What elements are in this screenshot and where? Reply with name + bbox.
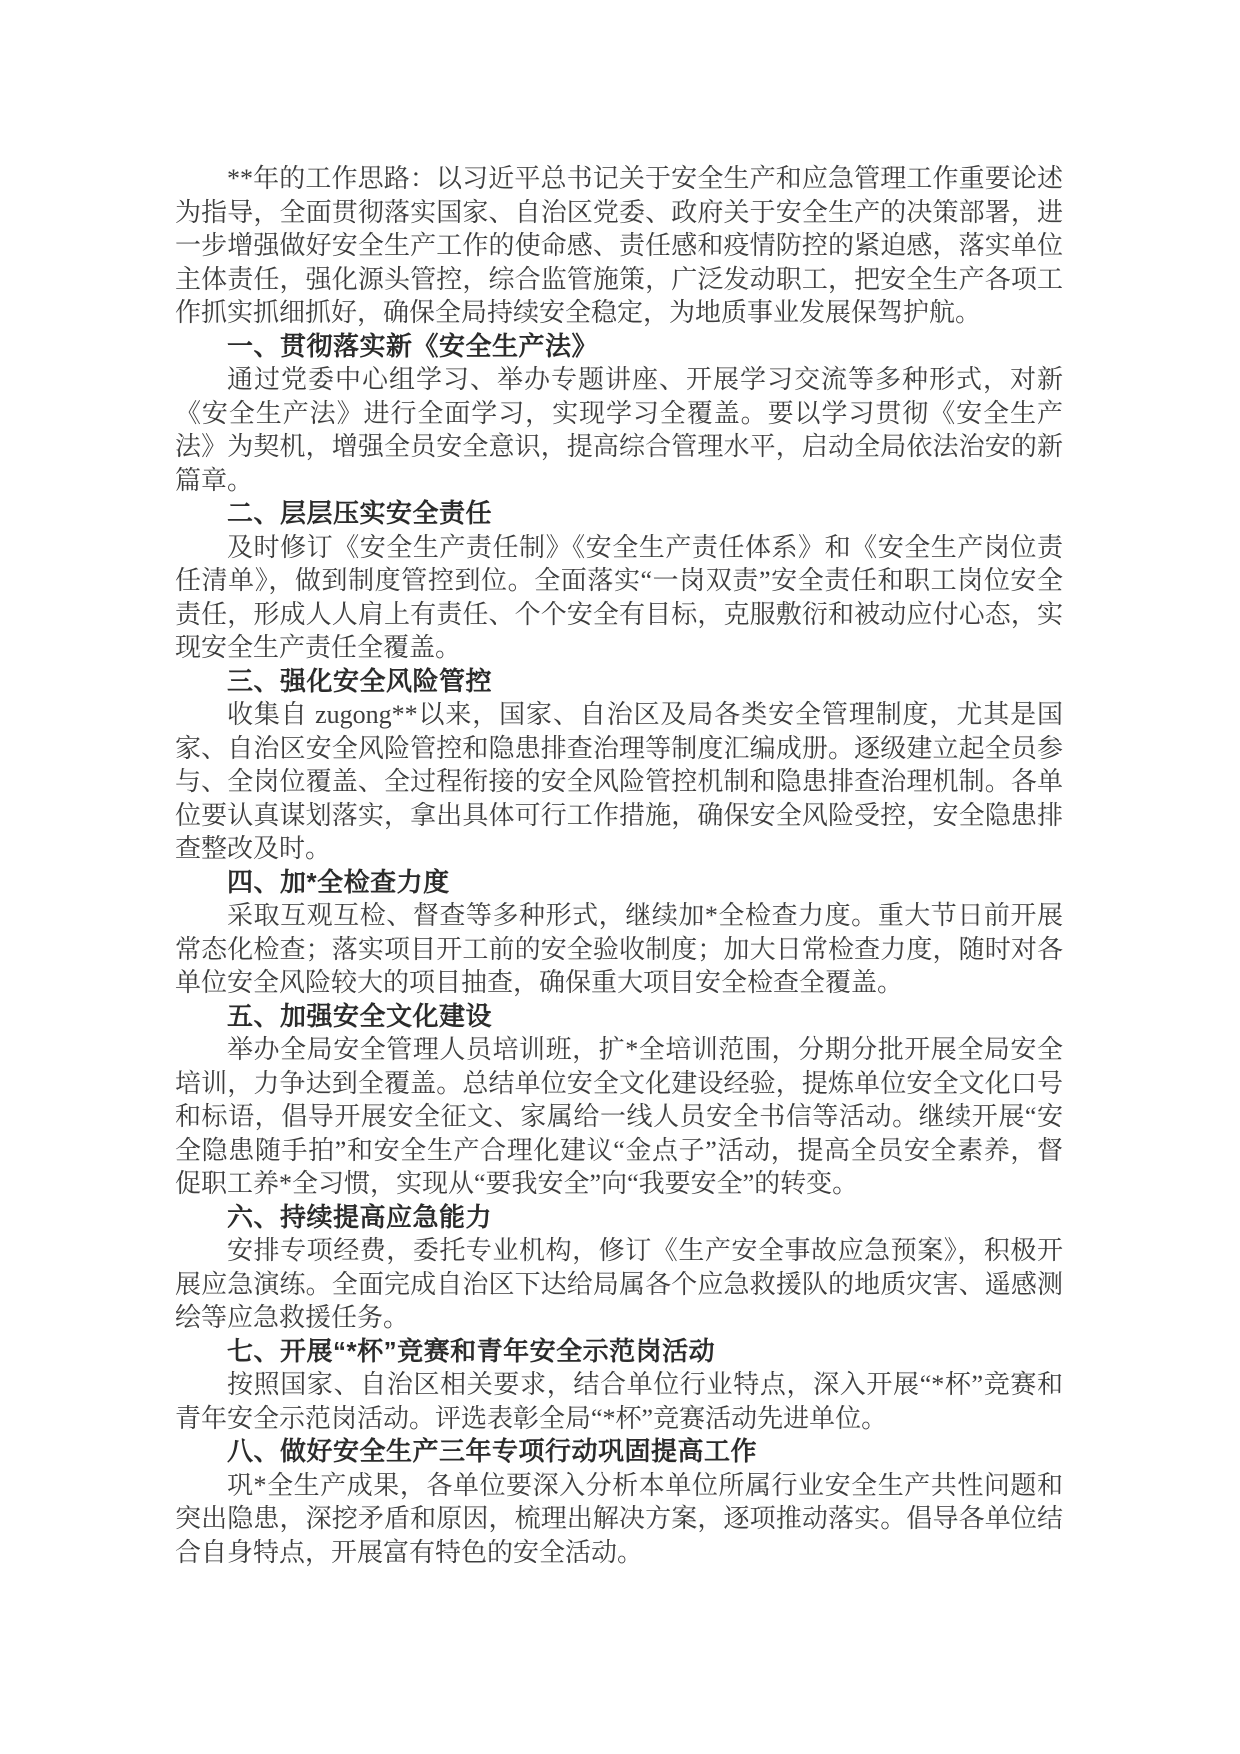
section-1-heading: 一、贯彻落实新《安全生产法》 xyxy=(227,330,599,361)
section-2-heading: 二、层层压实安全责任 xyxy=(227,498,493,528)
section-7-body: 按照国家、自治区相关要求，结合单位行业特点，深入开展“*杯”竞赛和青年安全示范岗活动。评选表彰全局“*杯”竞赛活动先进单位。 xyxy=(175,1370,1063,1433)
section-5-heading: 五、加强安全文化建设 xyxy=(227,1000,493,1031)
section-6-heading: 六、持续提高应急能力 xyxy=(227,1201,493,1232)
section-7-heading: 七、开展“*杯”竞赛和青年安全示范岗活动 xyxy=(227,1335,716,1366)
intro-paragraph: **年的工作思路：以习近平总书记关于安全生产和应急管理工作重要论述为指导，全面贯彻落实国家、自治区党委、政府关于安全生产的决策部署，进一步增强做好安全生产工作的使命感、责任感和疫情防控的紧迫感，落实单位主体责任，强化源头管控，综合监管施策，广泛发动职工，把安全生产各项工作抓实抓细抓好，确保全局持续安全稳定，为地质事业发展保驾护航。 xyxy=(175,164,1063,327)
section-6-body: 安排专项经费，委托专业机构，修订《生产安全事故应急预案》，积极开展应急演练。全面完成自治区下达给局属各个应急救援队的地质灾害、遥感测绘等应急救援任务。 xyxy=(175,1236,1063,1332)
section-1-body: 通过党委中心组学习、举办专题讲座、开展学习交流等多种形式，对新《安全生产法》进行全面学习，实现学习全覆盖。要以学习贯彻《安全生产法》为契机，增强全员安全意识，提高综合管理水平，启动全局依法治安的新篇章。 xyxy=(175,365,1063,495)
section-3-heading: 三、强化安全风险管控 xyxy=(227,665,493,696)
section-8-body: 巩*全生产成果，各单位要深入分析本单位所属行业安全生产共性问题和突出隐患，深挖矛盾和原因，梳理出解决方案，逐项推动落实。倡导各单位结合自身特点，开展富有特色的安全活动。 xyxy=(175,1470,1063,1567)
section-4-heading: 四、加*全检查力度 xyxy=(227,866,450,897)
document-body xyxy=(175,162,1063,1569)
section-3-body: 收集自 zugong**以来，国家、自治区及局各类安全管理制度，尤其是国家、自治区安全风险管控和隐患排查治理等制度汇编成册。逐级建立起全员参与、全岗位覆盖、全过程衔接的安全风险管控机制和隐患排查治理机制。各单位要认真谋划落实，拿出具体可行工作措施，确保安全风险受控，安全隐患排查整改及时。 xyxy=(175,700,1063,863)
section-8-heading: 八、做好安全生产三年专项行动巩固提高工作 xyxy=(227,1436,758,1466)
section-5-body: 举办全局安全管理人员培训班，扩*全培训范围，分期分批开展全局安全培训，力争达到全覆盖。总结单位安全文化建设经验，提炼单位安全文化口号和标语，倡导开展安全征文、家属给一线人员安全书信等活动。继续开展“安全隐患随手拍”和安全生产合理化建议“金点子”活动，提高全员安全素养，督促职工养*全习惯，实现从“要我安全”向“我要安全”的转变。 xyxy=(175,1035,1063,1198)
section-4-body: 采取互观互检、督查等多种形式，继续加*全检查力度。重大节日前开展常态化检查；落实项目开工前的安全验收制度；加大日常检查力度，随时对各单位安全风险较大的项目抽查，确保重大项目安全检查全覆盖。 xyxy=(175,901,1063,997)
section-2-body: 及时修订《安全生产责任制》《安全生产责任体系》和《安全生产岗位责任清单》，做到制度管控到位。全面落实“一岗双责”安全责任和职工岗位安全责任，形成人人肩上有责任、个个安全有目标，克服敷衍和被动应付心态，实现安全生产责任全覆盖。 xyxy=(175,532,1063,662)
